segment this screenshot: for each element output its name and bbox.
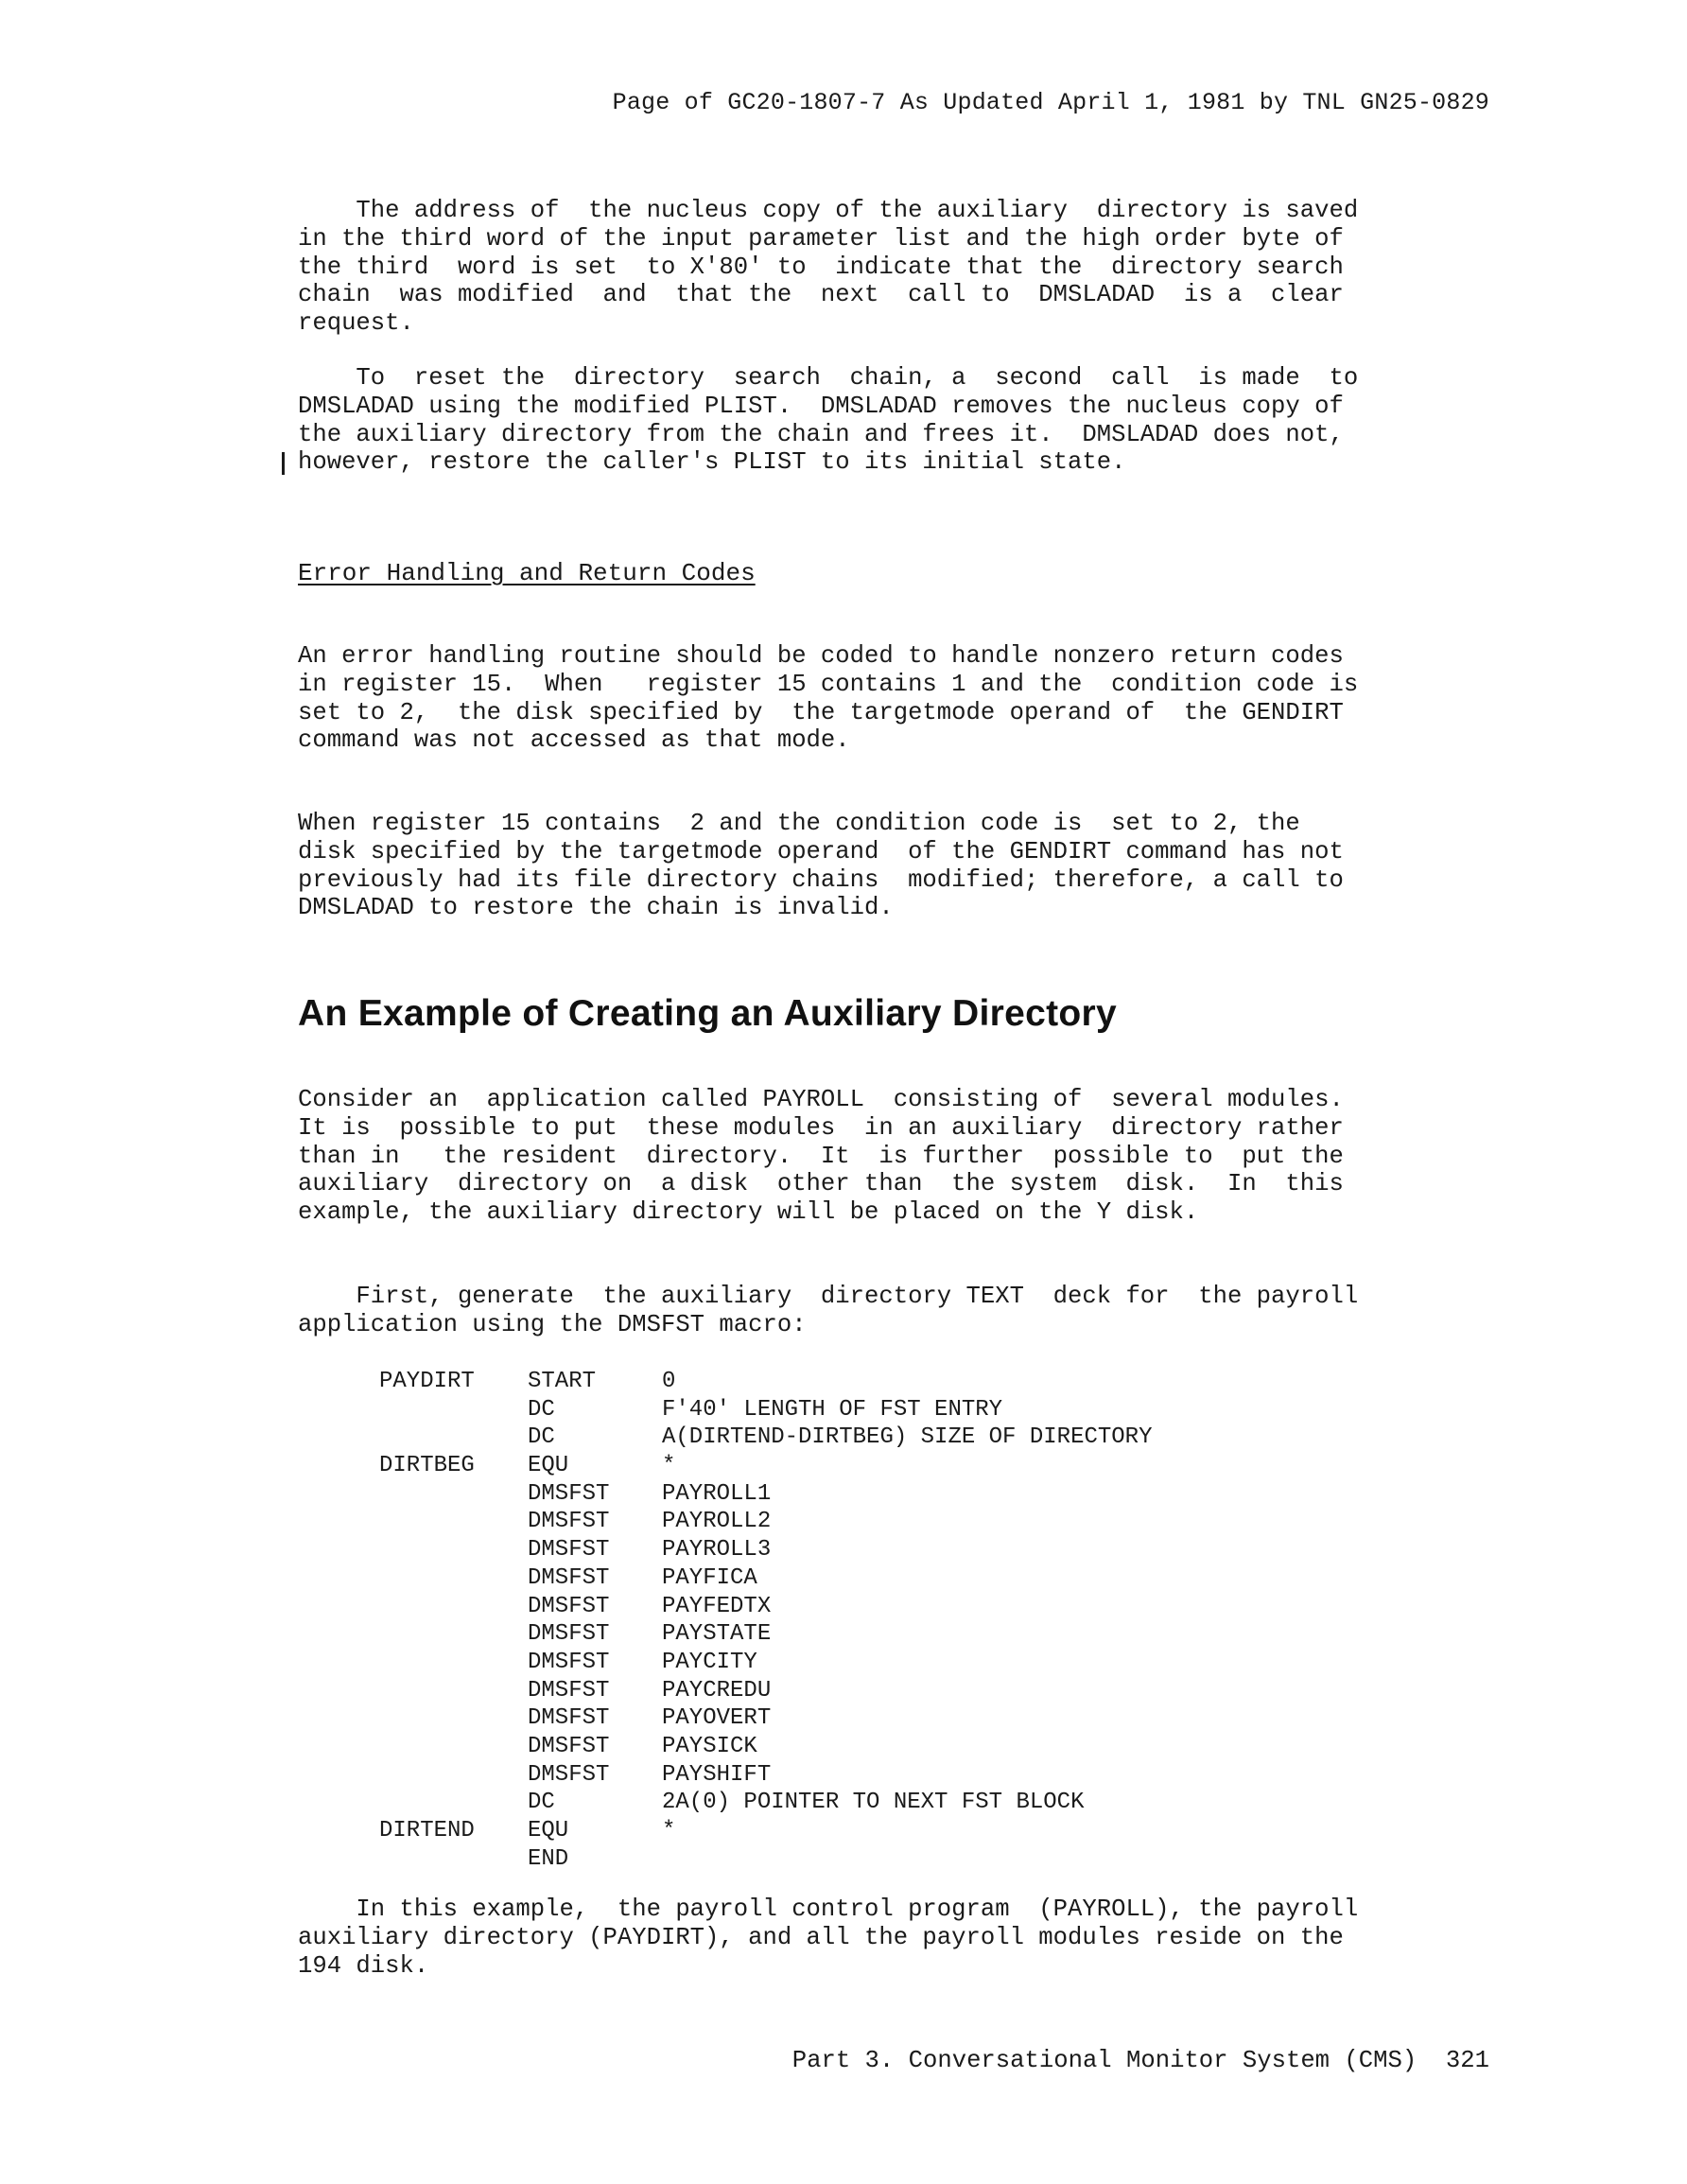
code-label: DIRTEND xyxy=(379,1818,475,1843)
code-op: DMSFST xyxy=(528,1733,610,1759)
code-operand: PAYSTATE xyxy=(662,1621,772,1648)
code-line xyxy=(379,1733,1152,1761)
code-label: PAYDIRT xyxy=(379,1369,475,1394)
document-page xyxy=(298,0,1489,2184)
code-line xyxy=(379,1677,1152,1705)
code-label xyxy=(379,1480,528,1509)
code-label xyxy=(379,1845,528,1874)
section-heading: An Example of Creating an Auxiliary Directory xyxy=(298,993,1117,1034)
code-line xyxy=(379,1649,1152,1677)
code-line xyxy=(379,1817,1152,1845)
code-op: START xyxy=(528,1369,597,1394)
code-label xyxy=(379,1789,528,1817)
code-operand: PAYROLL1 xyxy=(662,1480,772,1507)
code-op: EQU xyxy=(528,1453,569,1479)
code-label xyxy=(379,1424,528,1452)
code-line xyxy=(379,1761,1152,1790)
code-op: DC xyxy=(528,1790,555,1816)
subheading-error-handling: Error Handling and Return Codes xyxy=(298,559,756,587)
assembler-code-listing xyxy=(379,1368,1152,1873)
code-op: DMSFST xyxy=(528,1705,610,1732)
code-operand: PAYROLL2 xyxy=(662,1509,772,1535)
code-line xyxy=(379,1368,1152,1396)
code-label xyxy=(379,1649,528,1677)
code-op: DMSFST xyxy=(528,1537,610,1564)
code-line xyxy=(379,1396,1152,1424)
code-op: DC xyxy=(528,1424,555,1451)
code-op: DMSFST xyxy=(528,1649,610,1675)
code-line xyxy=(379,1564,1152,1593)
code-label: DIRTBEG xyxy=(379,1453,475,1479)
page-header: Page of GC20-1807-7 As Updated April 1, 1981 by TNL GN25-0829 xyxy=(612,89,1489,116)
code-operand: 0 xyxy=(662,1369,676,1394)
code-label xyxy=(379,1733,528,1761)
paragraph-error-handling-routine: An error handling routine should be coded to handle nonzero return codes in register 15. When register 15 contains 1 and the condition code is set to 2, the disk specified by the targetmode operand of the GENDIRT command was not accessed as that mode. xyxy=(298,642,1359,755)
code-line xyxy=(379,1593,1152,1621)
code-label xyxy=(379,1593,528,1621)
code-operand: PAYOVERT xyxy=(662,1705,772,1732)
code-op: DMSFST xyxy=(528,1509,610,1535)
page-footer: Part 3. Conversational Monitor System (CMS) 321 xyxy=(791,2047,1489,2074)
code-line xyxy=(379,1845,1152,1874)
code-operand: 2A(0) POINTER TO NEXT FST BLOCK xyxy=(662,1790,1085,1816)
code-line xyxy=(379,1704,1152,1733)
code-line xyxy=(379,1452,1152,1480)
code-label xyxy=(379,1396,528,1424)
code-operand: * xyxy=(662,1453,676,1479)
code-op: EQU xyxy=(528,1818,569,1843)
paragraph-reset-search-chain: To reset the directory search chain, a second call is made to DMSLADAD using the modified PLIST. DMSLADAD removes the nucleus copy of the auxiliary directory from the chain and frees it. DMSLADAD does not, however, restore the caller's PLIST to its initial state. xyxy=(298,364,1359,477)
code-op: DMSFST xyxy=(528,1677,610,1704)
paragraph-payroll-application: Consider an application called PAYROLL consisting of several modules. It is possible to put these modules in an auxiliary directory rather than in the resident directory. It is further possible to put the auxiliary directory on a disk other than the system disk. In this example, the auxiliary directory will be placed on the Y disk. xyxy=(298,1086,1344,1227)
code-op: DMSFST xyxy=(528,1564,610,1591)
code-line xyxy=(379,1536,1152,1564)
paragraph-payroll-example-summary: In this example, the payroll control program (PAYROLL), the payroll auxiliary directory (PAYDIRT), and all the payroll modules reside on the 194 disk. xyxy=(298,1896,1359,1980)
revision-change-bar xyxy=(282,452,285,475)
code-op: END xyxy=(528,1845,569,1872)
code-operand: PAYSICK xyxy=(662,1733,757,1759)
code-label xyxy=(379,1620,528,1649)
code-label xyxy=(379,1508,528,1536)
code-operand: PAYFEDTX xyxy=(662,1593,772,1619)
code-operand: PAYCITY xyxy=(662,1649,757,1675)
paragraph-auxiliary-directory-address: The address of the nucleus copy of the auxiliary directory is saved in the third word of the input parameter list and the high order byte of the third word is set to X'80' to indicate that the directory search chain was modified and that the next call to DMSLADAD is a clear request. xyxy=(298,197,1359,338)
code-operand: PAYCREDU xyxy=(662,1677,772,1704)
code-op: DMSFST xyxy=(528,1761,610,1788)
paragraph-generate-text-deck: First, generate the auxiliary directory TEXT deck for the payroll application using the DMSFST macro: xyxy=(298,1283,1359,1338)
code-op: DMSFST xyxy=(528,1593,610,1619)
code-label xyxy=(379,1761,528,1790)
code-line xyxy=(379,1508,1152,1536)
code-op: DC xyxy=(528,1396,555,1423)
code-operand: F'40' LENGTH OF FST ENTRY xyxy=(662,1396,1003,1423)
code-operand: * xyxy=(662,1818,676,1843)
code-op: DMSFST xyxy=(528,1480,610,1507)
code-label xyxy=(379,1564,528,1593)
code-label xyxy=(379,1677,528,1705)
code-operand: PAYSHIFT xyxy=(662,1761,772,1788)
code-line xyxy=(379,1789,1152,1817)
code-label xyxy=(379,1704,528,1733)
paragraph-register-15-code-2: When register 15 contains 2 and the condition code is set to 2, the disk specified by the targetmode operand of the GENDIRT command has not previously had its file directory chains modified; therefore, a call to DMSLADAD to restore the chain is invalid. xyxy=(298,810,1344,922)
code-operand: A(DIRTEND-DIRTBEG) SIZE OF DIRECTORY xyxy=(662,1424,1153,1451)
code-operand: PAYROLL3 xyxy=(662,1537,772,1564)
code-label xyxy=(379,1536,528,1564)
code-op: DMSFST xyxy=(528,1621,610,1648)
code-line xyxy=(379,1424,1152,1452)
code-operand: PAYFICA xyxy=(662,1564,757,1591)
code-line xyxy=(379,1620,1152,1649)
code-line xyxy=(379,1480,1152,1509)
